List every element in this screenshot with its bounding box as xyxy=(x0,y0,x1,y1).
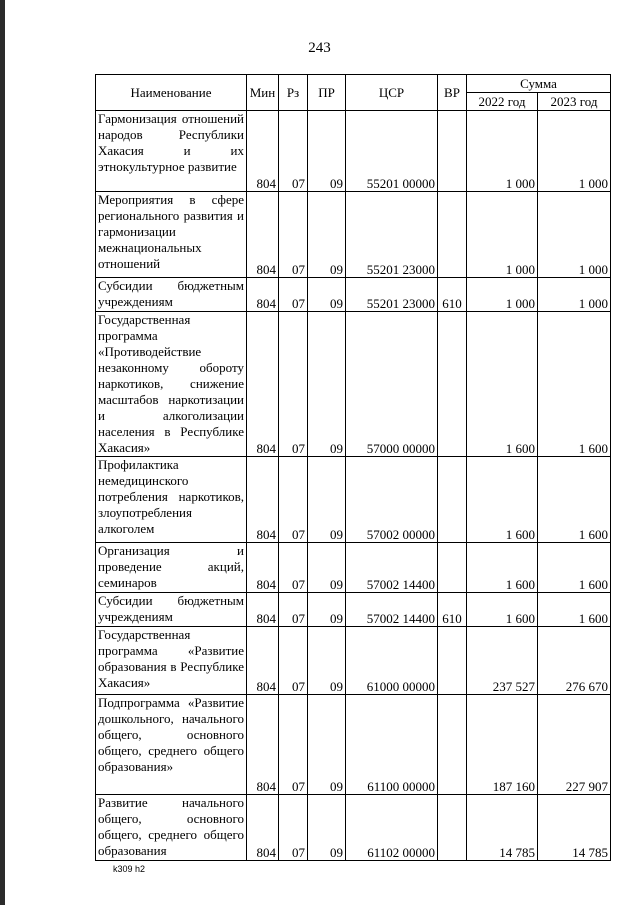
row-pr: 09 xyxy=(308,312,346,457)
row-name: Профилактика немедицинского потребления наркотиков, злоупотребления алкоголем xyxy=(96,457,247,543)
row-sum-2023: 1 600 xyxy=(538,312,611,457)
row-pr: 09 xyxy=(308,795,346,861)
row-min: 804 xyxy=(247,457,279,543)
row-name: Подпрограмма «Развитие дошкольного, начального общего, основного общего, среднего общего образования» xyxy=(96,695,247,795)
row-csr: 57002 14400 xyxy=(346,543,438,593)
row-csr: 57000 00000 xyxy=(346,312,438,457)
row-rz: 07 xyxy=(279,111,308,192)
table-row xyxy=(96,695,611,795)
row-pr: 09 xyxy=(308,278,346,312)
row-rz: 07 xyxy=(279,795,308,861)
row-vr xyxy=(438,312,467,457)
row-sum-2023: 14 785 xyxy=(538,795,611,861)
page-number: 243 xyxy=(308,40,331,56)
row-csr: 61100 00000 xyxy=(346,695,438,795)
table-row xyxy=(96,192,611,278)
row-pr: 09 xyxy=(308,543,346,593)
table-row xyxy=(96,543,611,593)
row-name: Государственная программа «Развитие образования в Республике Хакасия» xyxy=(96,627,247,695)
table-row xyxy=(96,795,611,861)
row-vr xyxy=(438,795,467,861)
table-row xyxy=(96,312,611,457)
row-min: 804 xyxy=(247,695,279,795)
row-sum-2023: 1 600 xyxy=(538,457,611,543)
row-sum-2022: 1 600 xyxy=(467,543,538,593)
row-pr: 09 xyxy=(308,457,346,543)
header-rz: Рз xyxy=(279,75,308,111)
footer-code: k309 h2 xyxy=(113,864,146,874)
table-row xyxy=(96,627,611,695)
row-name: Гармонизация отношений народов Республики Хакасия и их этнокультурное развитие xyxy=(96,111,247,192)
header-pr: ПР xyxy=(308,75,346,111)
row-pr: 09 xyxy=(308,695,346,795)
row-sum-2023: 1 000 xyxy=(538,278,611,312)
row-sum-2022: 1 600 xyxy=(467,312,538,457)
header-csr: ЦСР xyxy=(346,75,438,111)
row-sum-2023: 1 000 xyxy=(538,111,611,192)
row-name: Развитие начального общего, основного общего, среднего общего образования xyxy=(96,795,247,861)
row-sum-2022: 1 600 xyxy=(467,457,538,543)
row-rz: 07 xyxy=(279,457,308,543)
row-csr: 55201 00000 xyxy=(346,111,438,192)
scan-edge xyxy=(0,0,5,905)
row-min: 804 xyxy=(247,543,279,593)
row-pr: 09 xyxy=(308,627,346,695)
row-rz: 07 xyxy=(279,278,308,312)
row-vr xyxy=(438,543,467,593)
row-name: Мероприятия в сфере регионального развития и гармонизации межнациональных отношений xyxy=(96,192,247,278)
header-min: Мин xyxy=(247,75,279,111)
row-pr: 09 xyxy=(308,111,346,192)
row-csr: 57002 00000 xyxy=(346,457,438,543)
row-min: 804 xyxy=(247,795,279,861)
row-sum-2022: 1 000 xyxy=(467,192,538,278)
row-min: 804 xyxy=(247,593,279,627)
row-min: 804 xyxy=(247,278,279,312)
row-name: Субсидии бюджетным учреждениям xyxy=(96,593,247,627)
row-sum-2023: 1 000 xyxy=(538,192,611,278)
row-name: Государственная программа «Противодействие незаконному обороту наркотиков, снижение масштабов наркотизации и алкоголизации населения в Республике Хакасия» xyxy=(96,312,247,457)
header-name: Наименование xyxy=(96,75,247,111)
row-sum-2023: 227 907 xyxy=(538,695,611,795)
row-sum-2023: 1 600 xyxy=(538,593,611,627)
row-sum-2022: 1 000 xyxy=(467,111,538,192)
row-pr: 09 xyxy=(308,192,346,278)
table-row xyxy=(96,278,611,312)
row-vr: 610 xyxy=(438,593,467,627)
row-rz: 07 xyxy=(279,695,308,795)
row-csr: 61000 00000 xyxy=(346,627,438,695)
row-csr: 61102 00000 xyxy=(346,795,438,861)
row-csr: 57002 14400 xyxy=(346,593,438,627)
table-row xyxy=(96,593,611,627)
row-sum-2022: 14 785 xyxy=(467,795,538,861)
row-rz: 07 xyxy=(279,627,308,695)
row-rz: 07 xyxy=(279,192,308,278)
row-vr xyxy=(438,695,467,795)
row-sum-2023: 1 600 xyxy=(538,543,611,593)
header-year-2023: 2023 год xyxy=(538,93,611,111)
row-min: 804 xyxy=(247,111,279,192)
row-min: 804 xyxy=(247,312,279,457)
row-vr xyxy=(438,627,467,695)
row-pr: 09 xyxy=(308,593,346,627)
row-vr xyxy=(438,192,467,278)
row-rz: 07 xyxy=(279,593,308,627)
row-csr: 55201 23000 xyxy=(346,192,438,278)
table-row xyxy=(96,457,611,543)
row-sum-2023: 276 670 xyxy=(538,627,611,695)
row-rz: 07 xyxy=(279,312,308,457)
header-vr: ВР xyxy=(438,75,467,111)
row-sum-2022: 1 000 xyxy=(467,278,538,312)
row-vr xyxy=(438,457,467,543)
header-year-2022: 2022 год xyxy=(467,93,538,111)
row-vr xyxy=(438,111,467,192)
row-csr: 55201 23000 xyxy=(346,278,438,312)
row-sum-2022: 187 160 xyxy=(467,695,538,795)
budget-table xyxy=(95,74,611,861)
row-vr: 610 xyxy=(438,278,467,312)
row-name: Субсидии бюджетным учреждениям xyxy=(96,278,247,312)
row-min: 804 xyxy=(247,192,279,278)
table-row xyxy=(96,111,611,192)
header-sum: Сумма xyxy=(467,75,611,93)
row-min: 804 xyxy=(247,627,279,695)
row-rz: 07 xyxy=(279,543,308,593)
row-sum-2022: 1 600 xyxy=(467,593,538,627)
row-sum-2022: 237 527 xyxy=(467,627,538,695)
row-name: Организация и проведение акций, семинаров xyxy=(96,543,247,593)
